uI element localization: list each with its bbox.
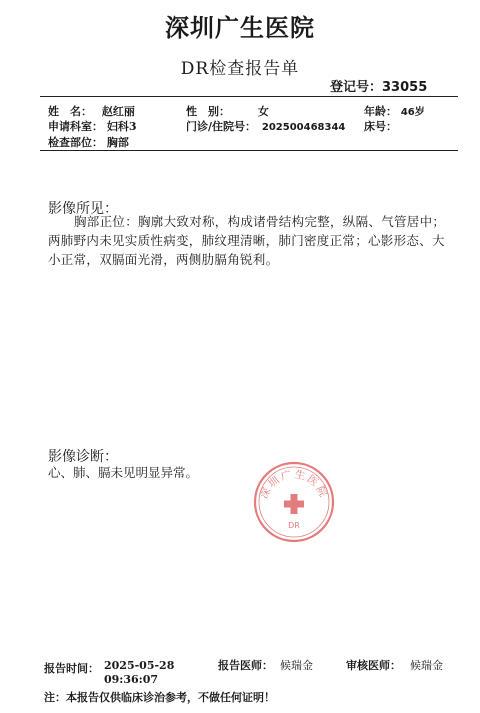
- dept-label: 申请科室：: [48, 120, 103, 133]
- stamp-text: 深圳广生医院: [257, 468, 331, 501]
- patient-name: 赵红丽: [101, 105, 135, 118]
- report-time-label: 报告时间：: [44, 662, 99, 675]
- registration-label: 登记号：: [330, 80, 383, 95]
- outpatient-number: 202500468344: [261, 122, 346, 133]
- reporting-doctor-label: 报告医师：: [218, 659, 273, 672]
- document-title: DR检查报告单: [180, 59, 300, 79]
- reviewing-doctor-label: 审核医师：: [346, 659, 401, 672]
- dept-value: 妇科3: [106, 120, 137, 133]
- hospital-name: 深圳广生医院: [165, 13, 315, 42]
- patient-age: 46岁: [400, 107, 425, 118]
- registration-value: 33055: [382, 80, 428, 95]
- stamp-code: DR: [288, 521, 300, 530]
- exam-part-value: 胸部: [106, 136, 129, 149]
- hospital-seal-stamp: [252, 460, 336, 544]
- disclaimer-note: 注：本报告仅供临床诊治参考，不做任何证明！: [44, 691, 275, 704]
- findings-heading: 影像所见：: [48, 201, 118, 217]
- dept-field: [48, 118, 137, 134]
- patient-name-label: 姓 名：: [48, 105, 92, 118]
- patient-age-label: 年龄：: [364, 105, 397, 118]
- patient-age-field: [364, 103, 425, 119]
- patient-gender-field: [186, 103, 269, 119]
- patient-name-field: [48, 103, 135, 119]
- report-clock: 09:36:07: [104, 673, 159, 686]
- bed-field: [364, 118, 397, 134]
- exam-part-label: 检查部位：: [48, 136, 103, 149]
- reporting-doctor: 候瑞金: [280, 659, 313, 672]
- header-top-rule: [40, 96, 458, 97]
- patient-gender: 女: [257, 105, 269, 118]
- outpatient-field: [186, 118, 345, 134]
- diagnosis-text: 心、肺、膈未见明显异常。: [48, 465, 199, 480]
- diagnosis-heading: 影像诊断：: [48, 449, 118, 465]
- patient-gender-label: 性 别：: [186, 105, 230, 118]
- exam-part-field: [48, 134, 129, 150]
- reviewing-doctor: 候瑞金: [410, 659, 443, 672]
- report-date: 2025-05-28: [104, 659, 175, 672]
- outpatient-label: 门诊/住院号：: [186, 120, 257, 133]
- header-bottom-rule: [40, 150, 458, 151]
- bed-label: 床号：: [364, 120, 397, 133]
- findings-text: 胸部正位：胸廓大致对称，构成诸骨结构完整，纵隔、气管居中；两肺野内未见实质性病变，肺纹理清晰，肺门密度正常；心影形态、大小正常，双膈面光滑，两侧肋膈角锐利。: [48, 214, 446, 267]
- registration-number: [330, 76, 427, 95]
